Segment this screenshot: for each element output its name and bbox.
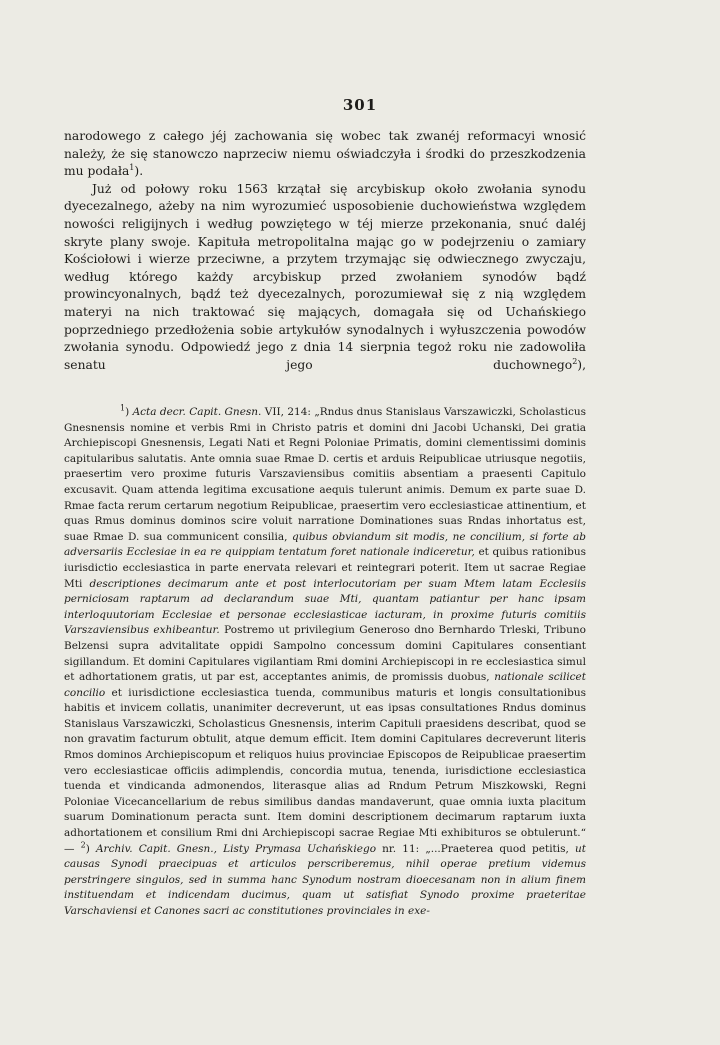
page-number: 301: [342, 96, 378, 114]
paragraph-2-text: Już od połowy roku 1563 krzątał się arcybiskup około zwołania synodu dyecezalnego, ażeby na nim wyrozumieć usposobienie duchowieństwa względem nowości religijnych i według powziętego w téj mierze przekonania, snuć daléj skryte plany swoje. Kapituła metropolitalna mając go w podejrzeniu o zamiary Kościołowi i wierze przeciwne, a przytem trzymając się odwiecznego zwyczaju, według którego każdy arcybiskup przed zwołaniem synodów bądź prowincyonalnych, bądź też dyecezalnych, porozumiewał się z nią względem materyi na nich traktować się mających, domagała się od Uchańskiego poprzedniego przedłożenia sobie artykułów synodalnych i wyłuszczenia powodów zwołania synodu. Odpowiedź jego z dnia 14 sierpnia tegoż roku nie zadowoliła senatu jego duchownego: [64, 181, 586, 372]
main-text: [64, 128, 586, 374]
footnote-1: $^1$) Acta decr. Capit. Gnesn. VII, 214: „Rndus dnus Stanislaus Varszawiczki, Scholasticus Gnesnensis nomine et verbis Rmi in Christo patris et domini dni Jacobi Uchanski, Dei gratia Archiepiscopi Gnesnensis, Legati Nati et Regni Poloniae Primatis, domini clementissimi dominis capitularibus salutatis. Ante omnia suae Rmae D. certis et arduis Reipublicae utriusque negotiis, praesertim vero proxime futuris Varszaviensibus comitiis absentiam a praesenti Capitulo excusavit. Quam attenda legitima excusatione aequis tulerunt animis. Demum ex parte suae D. Rmae facta rerum certarum negotium Reipublicae, praesertim vero ecclesiasticae attinentium, et quas Rmus dominus dominos scire voluit narratione Dominationes suas Rndas inhortatus est, suae Rmae D. sua communicent consilia, quibus obviandum sit modis, ne concilium, si forte ab adversariis Ecclesiae in ea re quippiam tentatum foret nationale indiceretur, et quibus rationibus iurisdictio ecclesiastica in parte enervata relevari et reintegrari poterit. Item ut sacrae Regiae Mti descriptiones decimarum ante et post interlocutoriam per suam Mtem latam Ecclesiis perniciosam raptarum ad declarandum suae Mti, quantam patiantur per hanc ipsam interloquutoriam Ecclesiae et personae ecclesiasticae iacturam, in proxime futuris comitiis Varszaviensibus exhibeantur. Postremo ut privilegium Generoso dno Bernhardo Trleski, Tribuno Belzensi supra advitalitate oppidi Sampolno concessum domini Capitulares consentiant sigillandum. Et domini Capitulares vigilantiam Rmi domini Archiepiscopi in re ecclesiastica simul et adhortationem gratis, ut par est, acceptantes animis, de promissis duobus, nationale scilicet concilio et iurisdictione ecclesiastica tuenda, communibus maturis et longis consultationibus habitis et invicem collatis, unanimiter decreverunt, ut eas ipsas consultationes Rndus dominus Stanislaus Varszawiczki, Scholasticus Gnesnensis, interim Capituli praesidens describat, quod se non gravatim facturum obtulit, atque demum efficit. Item domini Capitulares decreverunt literis Rmos dominos Archiepiscopum et reliquos huius provinciae Episcopos de Reipublicae praesertim vero ecclesiasticae officiis adimplendis, concordia mutua, tenenda, iurisdictione ecclesiastica tuenda et vindicanda admonendos, literasque alias ad Rndum Petrum Miszkowski, Regni Poloniae Vicecancellarium de rebus similibus dandas mandaverunt, quae omnia iuxta placitum suarum Dominationum peracta sunt. Item domini descriptionem decimarum raptarum iuxta adhortationem et consilium Rmi dni Archiepiscopi sacrae Regiae Mti exhibituros se obtulerunt.“ — $^2$) Archiv. Capit. Gnesn., Listy Prymasa Uchańskiego nr. 11: „...Praeterea quod petitis, ut causas Synodi praecipuas et articulos perscriberemus, nihil operae pretium videmus perstringere singulos, sed in summa hanc Synodum nostram dioecesanam non in alium finem instituendam et indicendam ducimus, quam ut satisfiat Synodo proxime praeteritae Varschaviensi et Canones sacri ac constitutiones provinciales in exe-: [64, 403, 587, 917]
footnote-1-source: Acta decr. Capit. Gnesn.: [132, 406, 262, 418]
footnote-1-italic-b: descriptiones decimarum ante et post interlocutoriam per suam Mtem latam Ecclesiis perniciosam raptarum ad declarandum suae Mti, quantam patiantur per hanc ipsam interloquutoriam Ecclesiae et personae ecclesiasticae iacturam, in proxime futuris comitiis Varszaviensibus exhibeantur.: [64, 577, 586, 637]
footnote-1-text-a: „Rndus dnus Stanislaus Varszawiczki, Scholasticus Gnesnensis nomine et verbis Rmi in Christo patris et domini dni Jacobi Uchanski, Dei gratia Archiepiscopi Gnesnensis, Legati Nati et Regni Poloniae Primatis, domini clementissimi dominis capitularibus salutatis. Ante omnia suae Rmae D. certis et arduis Reipublicae utriusque negotiis, praesertim vero proxime futuris Varszaviensibus comitiis absentiam a praesenti Capitulo excusavit. Quam attenda legitima excusatione aequis tulerunt animis. Demum ex parte suae D. Rmae facta rerum certarum negotium Reipublicae, praesertim vero ecclesiasticae attinentium, et quas Rmus dominus dominos scire voluit narratione Dominationes suas Rndas inhortatus est, suae Rmae D. sua communicent consilia,: [64, 406, 587, 543]
paragraph-2-end: ),: [577, 357, 586, 372]
footnote-ref-1: 1: [129, 163, 135, 173]
footnote-1-italic-a: quibus obviandum sit modis, ne concilium, si forte ab adversariis Ecclesiae in ea re quippiam tentatum foret nationale indiceretur,: [64, 530, 586, 559]
footnote-1-italic-c: nationale scilicet concilio: [64, 671, 586, 699]
footnote-1-text-c: Postremo ut privilegium Generoso dno Bernhardo Trleski, Tribuno Belzensi supra advitalitate oppidi Sampolno concessum domini Capitulares consentiant sigillandum. Et domini Capitulares vigilantiam Rmi domini Archiepiscopi in re ecclesiastica simul et adhortationem gratis, ut par est, acceptantes animis, de promissis duobus,: [64, 624, 587, 684]
footnote-2-source: Archiv. Capit. Gnesn., Listy Prymasa Uchańskiego: [95, 842, 377, 855]
paragraph-1-text: narodowego z całego jéj zachowania się wobec tak zwanéj reformacyi wnosić należy, że się stanowczo naprzeciw niemu oświadczyła i środki do przeszkodzenia mu podała: [64, 129, 586, 179]
footnote-2-marker: 2: [80, 840, 86, 850]
paragraph-1: [64, 128, 586, 181]
footnote-2-italic: ut causas Synodi praecipuas et articulos perscriberemus, nihil operae pretium videmus perstringere singulos, sed in summa hanc Synodum nostram dioecesanam non in alium finem instituendam et indicendam ducimus, quam ut satisfiat Synodo proxime praeteritae Varschaviensi et Canones sacri ac constitutiones provinciales in exe-: [64, 842, 586, 917]
footnote-ref-2: 2: [572, 356, 578, 366]
footnote-1-marker: 1: [120, 403, 126, 413]
footnote-1-text-d: et iurisdictione ecclesiastica tuenda, communibus maturis et longis consultationibus habitis et invicem collatis, unanimiter decreverunt, ut eas ipsas consultationes Rndus dominus Stanislaus Varszawiczki, Scholasticus Gnesnensis, interim Capituli praesidens describat, quod se non gravatim facturum obtulit, atque demum efficit. Item domini Capitulares decreverunt literis Rmos dominos Archiepiscopum et reliquos huius provinciae Episcopos de Reipublicae praesertim vero ecclesiasticae officiis adimplendis, concordia mutua, tenenda, iurisdictione ecclesiastica tuenda et vindicanda admonendos, literasque alias ad Rndum Petrum Miszkowski, Regni Poloniae Vicecancellarium de rebus similibus dandas mandaverunt, quae omnia iuxta placitum suarum Dominationum peracta sunt. Item domini descriptionem decimarum raptarum iuxta adhortationem et consilium Rmi dni Archiepiscopi sacrae Regiae Mti exhibituros se obtulerunt.“ —: [64, 686, 586, 855]
footnote-1-ref: VII, 214:: [264, 406, 311, 418]
paragraph-2: [64, 181, 586, 375]
footnote-2-text: „...Praeterea quod petitis,: [425, 842, 569, 855]
footnote-2-ref: nr. 11:: [382, 842, 420, 855]
paragraph-1-end: ).: [134, 164, 144, 179]
footnote-1-text-b: et quibus rationibus iurisdictio ecclesiastica in parte enervata relevari et reintegrari poterit. Item ut sacrae Regiae Mti: [64, 546, 586, 590]
